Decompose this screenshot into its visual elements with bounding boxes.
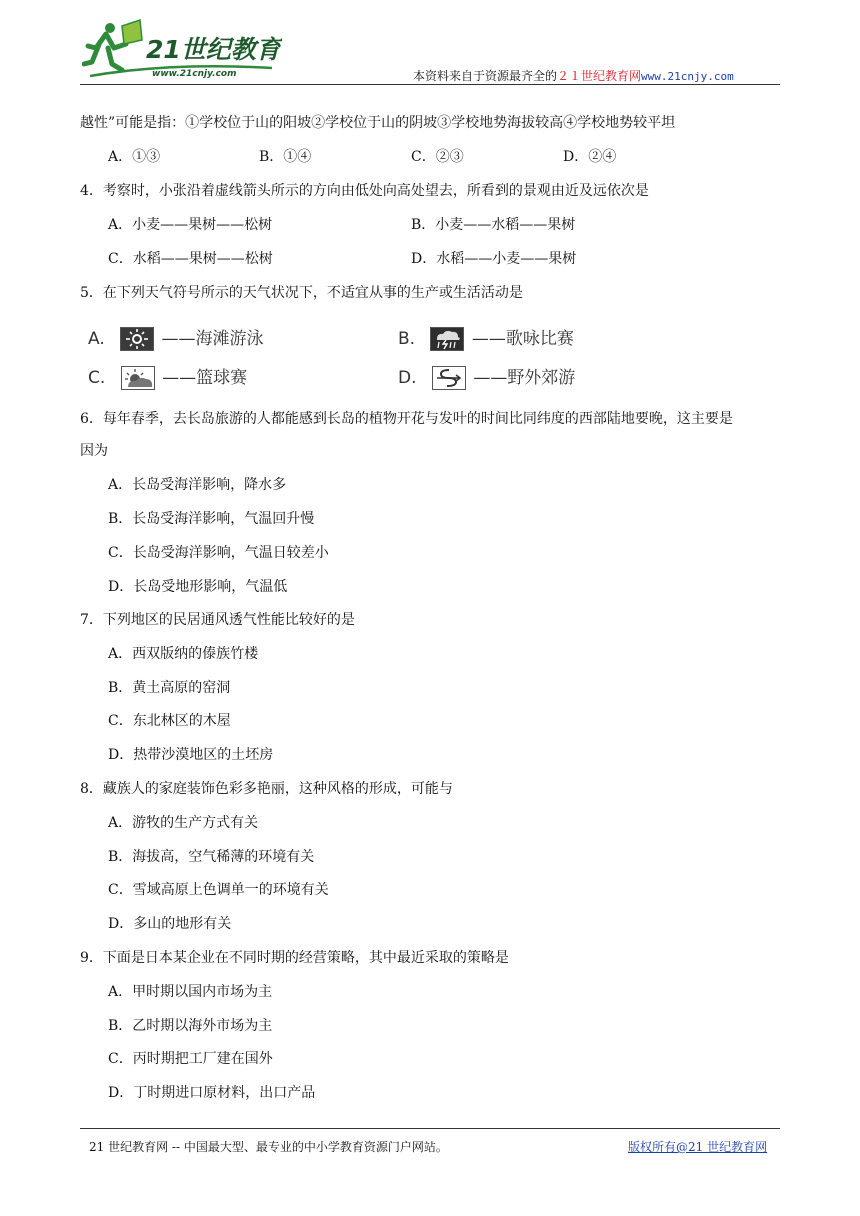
q5-option-a-letter: A. [88,329,105,349]
q7-stem: 7．下列地区的民居通风透气性能比较好的是 [80,612,355,628]
site-logo[interactable] [82,18,282,82]
q6-option-a: A．长岛受海洋影响，降水多 [108,477,287,493]
q5-option-b [398,327,574,351]
q5-option-c-letter: C. [88,368,106,388]
q3-option-b: B．①④ [259,149,312,165]
q9-option-c: C．丙时期把工厂建在国外 [108,1051,273,1067]
q3-option-d: D．②④ [563,149,617,165]
q7-option-d: D．热带沙漠地区的土坯房 [108,747,274,763]
q4-option-a: A．小麦——果树——松树 [108,217,273,233]
q4-option-c: C．水稻——果树——松树 [108,251,273,267]
q5-option-c [88,366,247,390]
thunderstorm-icon [430,327,464,351]
q6-option-d: D．长岛受地形影响，气温低 [108,579,288,595]
q9-stem: 9．下面是日本某企业在不同时期的经营策略，其中最近采取的策略是 [80,950,509,966]
q5-option-a-label: ——海滩游泳 [161,329,264,349]
footer-copyright-link[interactable]: 版权所有@21 世纪教育网 [628,1140,768,1154]
q5-option-b-letter: B. [398,329,416,349]
q8-option-c: C．雪域高原上色调单一的环境有关 [108,882,329,898]
q8-option-d: D．多山的地形有关 [108,916,232,932]
header-source-note [413,67,734,84]
q4-option-d: D．水稻——小麦——果树 [411,251,577,267]
q7-option-b: B．黄土高原的窑洞 [108,680,231,696]
header-note-prefix: 本资料来自于资源最齐全的 [413,69,558,83]
logo-url: www.21cnjy.com [152,69,237,79]
footer-divider [80,1128,780,1129]
q6-option-b: B．长岛受海洋影响，气温回升慢 [108,511,315,527]
q8-option-b: B．海拔高，空气稀薄的环境有关 [108,849,315,865]
q7-option-a: A．西双版纳的傣族竹楼 [108,646,259,662]
q5-option-a [88,327,264,351]
q4-stem: 4．考察时，小张沿着虚线箭头所示的方向由低处向高处望去，所看到的景观由近及远依次是 [80,183,649,199]
q8-stem: 8．藏族人的家庭装饰色彩多艳丽，这种风格的形成，可能与 [80,781,453,797]
q6-stem-line2: 因为 [80,443,108,459]
q6-option-c: C．长岛受海洋影响，气温日较差小 [108,545,329,561]
q5-option-c-label: ——篮球赛 [162,368,248,388]
logo-wordmark: 21世纪教育 [146,35,281,64]
header-note-url[interactable]: www.21cnjy.com [641,70,734,83]
sunny-cloudy-icon [121,366,155,390]
q4-option-b: B．小麦——水稻——果树 [411,217,576,233]
q3-option-c: C．②③ [411,149,464,165]
q9-option-a: A．甲时期以国内市场为主 [108,984,273,1000]
q7-option-c: C．东北林区的木屋 [108,713,231,729]
q5-option-b-label: ——歌咏比赛 [471,329,574,349]
sandstorm-icon [432,366,466,390]
q9-option-b: B．乙时期以海外市场为主 [108,1018,273,1034]
q3-continuation: 越性”可能是指：①学校位于山的阳坡②学校位于山的阴坡③学校地势海拔较高④学校地势较平坦 [80,115,676,131]
q8-option-a: A．游牧的生产方式有关 [108,815,259,831]
header-divider [80,84,780,85]
q5-stem: 5．在下列天气符号所示的天气状况下，不适宜从事的生产或生活活动是 [80,285,523,301]
q9-option-d: D．丁时期进口原材料，出口产品 [108,1085,316,1101]
runner-logo-icon [82,18,282,82]
q3-option-a: A．①③ [108,149,161,165]
q5-option-d-label: ——野外郊游 [473,368,576,388]
sunny-icon [120,327,154,351]
q5-option-d-letter: D. [398,368,417,388]
footer-tagline: 21 世纪教育网 -- 中国最大型、最专业的中小学教育资源门户网站。 [89,1140,448,1154]
header-note-site: ２１世纪教育网 [557,69,642,83]
q5-option-d [398,366,575,390]
q6-stem-line1: 6．每年春季，去长岛旅游的人都能感到长岛的植物开花与发叶的时间比同纬度的西部陆地要晚，这主要是 [80,411,733,427]
